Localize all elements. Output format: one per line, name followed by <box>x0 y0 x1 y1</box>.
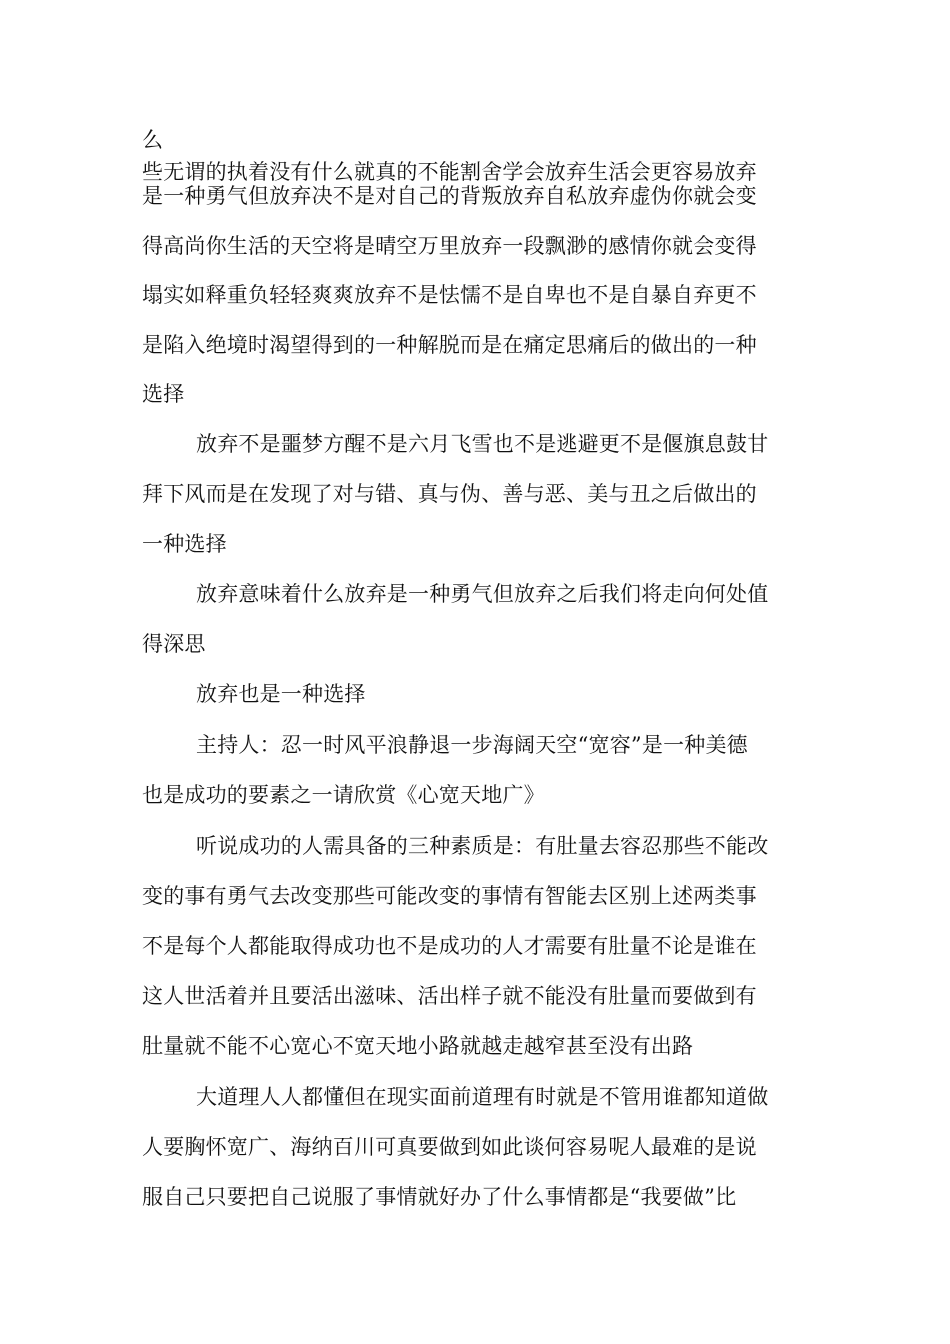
paragraph-first-line: 主持人：忍一时风平浪静退一步海阔天空“宽容”是一种美德 <box>196 733 748 757</box>
text-line: 是一种勇气但放弃决不是对自己的背叛放弃自私放弃虚伪你就会变 <box>142 184 757 208</box>
text-line: 服自己只要把自己说服了事情就好办了什么事情都是“我要做”比 <box>142 1185 737 1209</box>
text-line: 些无谓的执着没有什么就真的不能割舍学会放弃生活会更容易放弃 <box>142 160 757 184</box>
text-line: 选择 <box>142 382 185 406</box>
text-line: 得高尚你生活的天空将是晴空万里放弃一段飘渺的感情你就会变得 <box>142 234 757 258</box>
text-line: 也是成功的要素之一请欣赏《心宽天地广》 <box>142 783 545 807</box>
text-line: 得深思 <box>142 632 206 656</box>
text-line: 是陷入绝境时渴望得到的一种解脱而是在痛定思痛后的做出的一种 <box>142 333 757 357</box>
paragraph-first-line: 放弃意味着什么放弃是一种勇气但放弃之后我们将走向何处值 <box>196 582 769 606</box>
text-line: 这人世活着并且要活出滋味、活出样子就不能没有肚量而要做到有 <box>142 984 757 1008</box>
section-heading: 放弃也是一种选择 <box>196 682 366 706</box>
text-line: 拜下风而是在发现了对与错、真与伪、善与恶、美与丑之后做出的 <box>142 482 757 506</box>
paragraph-first-line: 放弃不是噩梦方醒不是六月飞雪也不是逃避更不是偃旗息鼓甘 <box>196 432 769 456</box>
text-line: 塌实如释重负轻轻爽爽放弃不是怯懦不是自卑也不是自暴自弃更不 <box>142 283 757 307</box>
text-line: 么 <box>142 128 164 152</box>
text-line: 一种选择 <box>142 532 227 556</box>
text-line: 不是每个人都能取得成功也不是成功的人才需要有肚量不论是谁在 <box>142 934 757 958</box>
paragraph-first-line: 听说成功的人需具备的三种素质是：有肚量去容忍那些不能改 <box>196 834 769 858</box>
text-line: 肚量就不能不心宽心不宽天地小路就越走越窄甚至没有出路 <box>142 1034 694 1058</box>
text-line: 人要胸怀宽广、海纳百川可真要做到如此谈何容易呢人最难的是说 <box>142 1135 757 1159</box>
text-line: 变的事有勇气去改变那些可能改变的事情有智能去区别上述两类事 <box>142 884 757 908</box>
paragraph-first-line: 大道理人人都懂但在现实面前道理有时就是不管用谁都知道做 <box>196 1085 769 1109</box>
